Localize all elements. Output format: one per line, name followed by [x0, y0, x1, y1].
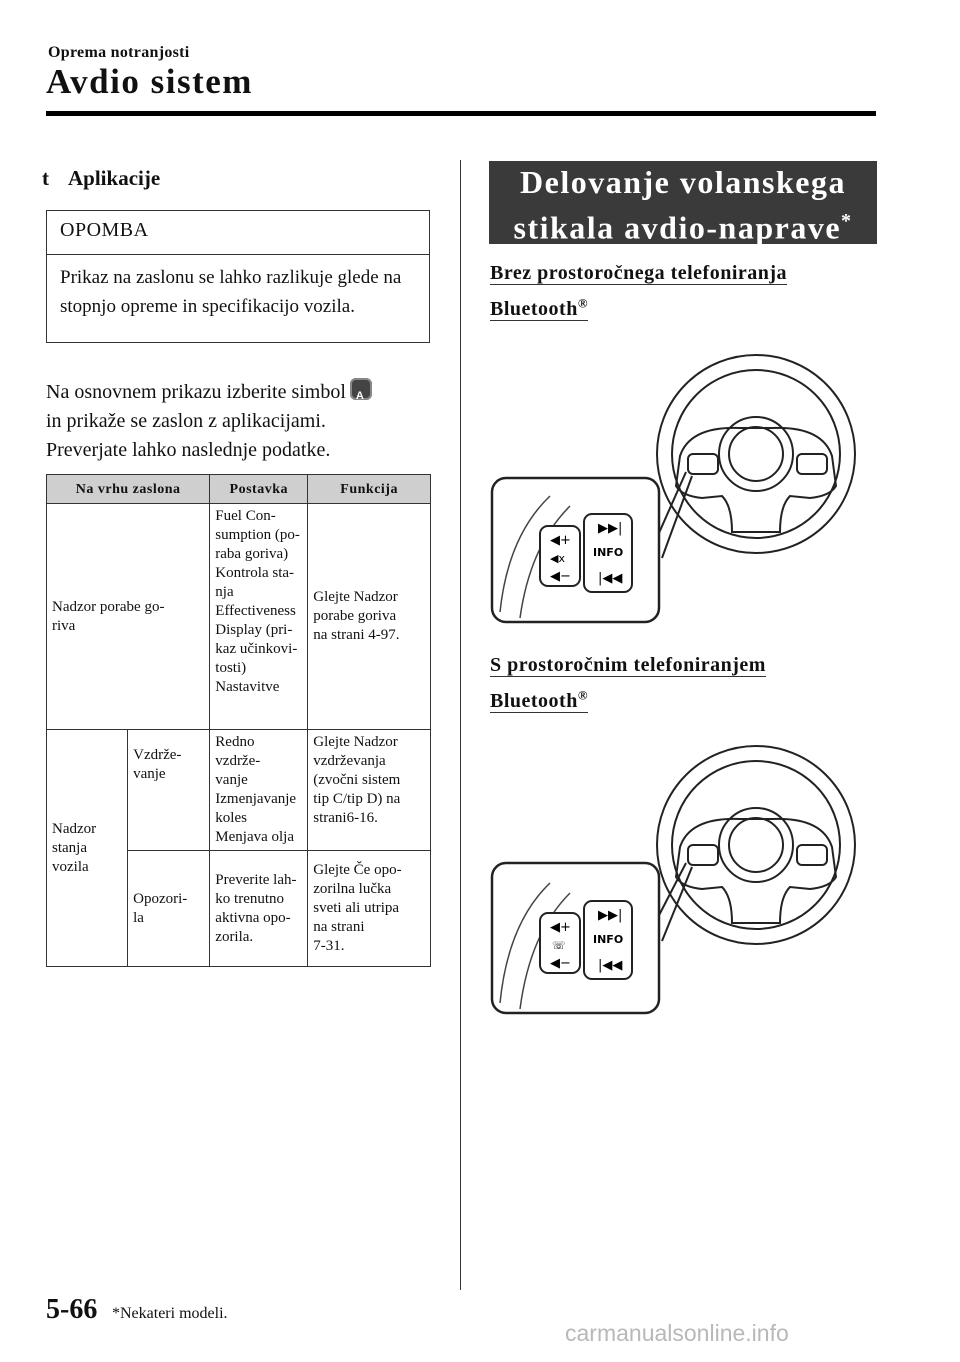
table-row: [47, 504, 431, 730]
column-divider: [460, 160, 461, 1290]
mute-icon: ◀x: [550, 552, 565, 565]
bullet-marker: t: [42, 166, 49, 190]
switch-detail-inset: [492, 478, 659, 622]
applications-table: [46, 474, 431, 967]
volume-up-icon: ◀+: [550, 533, 571, 548]
footnote: *Nekateri modeli.: [112, 1305, 228, 1322]
section-label: Oprema notranjosti: [48, 44, 190, 61]
intro-paragraph: [46, 378, 446, 465]
section-banner: [489, 161, 877, 244]
note-box: [46, 210, 430, 343]
cell-vehicle-status: Nadzor stanja vozila: [47, 730, 128, 967]
banner-footnote-star: *: [841, 210, 853, 232]
cell-warnings-ref: Glejte Če opo- zorilna lučka sveti ali utripa na strani 7-31.: [308, 851, 431, 967]
seek-up-icon: ▶▶|: [598, 521, 623, 536]
subheading-line-2: Bluetooth: [490, 297, 578, 320]
steering-wheel-illustration-2: [490, 727, 876, 1019]
banner-line-1: Delovanje volanskega: [520, 164, 846, 200]
subheading-line-1: S prostoročnim telefoniranjem: [490, 654, 766, 676]
cell-maintenance-items: Redno vzdrže- vanje Izmenjavanje koles Menjava olja: [210, 730, 308, 851]
para-line-2: in prikaže se zaslon z aplikacijami.: [46, 410, 326, 432]
header-function: Funkcija: [308, 475, 431, 504]
seek-up-icon: ▶▶|: [598, 908, 623, 923]
section-heading: [42, 166, 160, 191]
heading-text: Aplikacije: [68, 166, 161, 190]
header-item: Postavka: [210, 475, 308, 504]
seek-down-icon: |◀◀: [598, 958, 623, 973]
para-line-1: Na osnovnem prikazu izberite simbol: [46, 381, 346, 403]
registered-mark: ®: [577, 295, 589, 310]
note-body: Prikaz na zaslonu se lahko razlikuje glede na stopnjo opreme in specifikacijo vozila.: [60, 267, 402, 317]
applications-icon: A: [350, 378, 372, 400]
subheading-with-handsfree: [490, 650, 766, 716]
page-title: Avdio sistem: [46, 62, 253, 101]
note-title: OPOMBA: [47, 211, 429, 255]
cell-maintenance: Vzdrže- vanje: [128, 730, 210, 851]
watermark: carmanualsonline.info: [565, 1320, 789, 1346]
cell-warnings: Opozori- la: [128, 851, 210, 967]
cell-fuel-monitor: Nadzor porabe go- riva: [47, 504, 210, 730]
seek-down-icon: |◀◀: [598, 571, 623, 586]
talk-icon: ☏: [552, 939, 566, 952]
subheading-line-2: Bluetooth: [490, 689, 578, 712]
switch-detail-inset: [492, 863, 659, 1013]
cell-warnings-desc: Preverite lah- ko trenutno aktivna opo- zorila.: [210, 851, 308, 967]
para-line-3: Preverjate lahko naslednje podatke.: [46, 439, 331, 461]
header-rule: [46, 111, 876, 116]
registered-mark: ®: [577, 687, 589, 702]
subheading-without-handsfree: [490, 258, 787, 324]
volume-down-icon: ◀−: [550, 569, 571, 584]
table-row: [47, 730, 431, 851]
volume-down-icon: ◀−: [550, 956, 571, 971]
steering-wheel-illustration-1: [490, 346, 876, 628]
header-top-screen: Na vrhu zaslona: [47, 475, 210, 504]
table-header-row: [47, 475, 431, 504]
subheading-line-1: Brez prostoročnega telefoniranja: [490, 262, 788, 284]
info-button-label: INFO: [593, 933, 624, 946]
info-button-label: INFO: [593, 546, 624, 559]
page-number: 5-66: [46, 1294, 98, 1325]
cell-fuel-items: Fuel Con- sumption (po- raba goriva) Kontrola sta- nja Effectiveness Display (pri- kaz učinkovi- tosti) Nastavitve: [210, 504, 308, 730]
cell-fuel-ref: Glejte Nadzor porabe goriva na strani 4-97.: [308, 504, 431, 730]
cell-maintenance-ref: Glejte Nadzor vzdrževanja (zvočni sistem tip C/tip D) na strani6-16.: [308, 730, 431, 851]
volume-up-icon: ◀+: [550, 920, 571, 935]
banner-line-2: stikala avdio-naprave: [513, 209, 842, 246]
